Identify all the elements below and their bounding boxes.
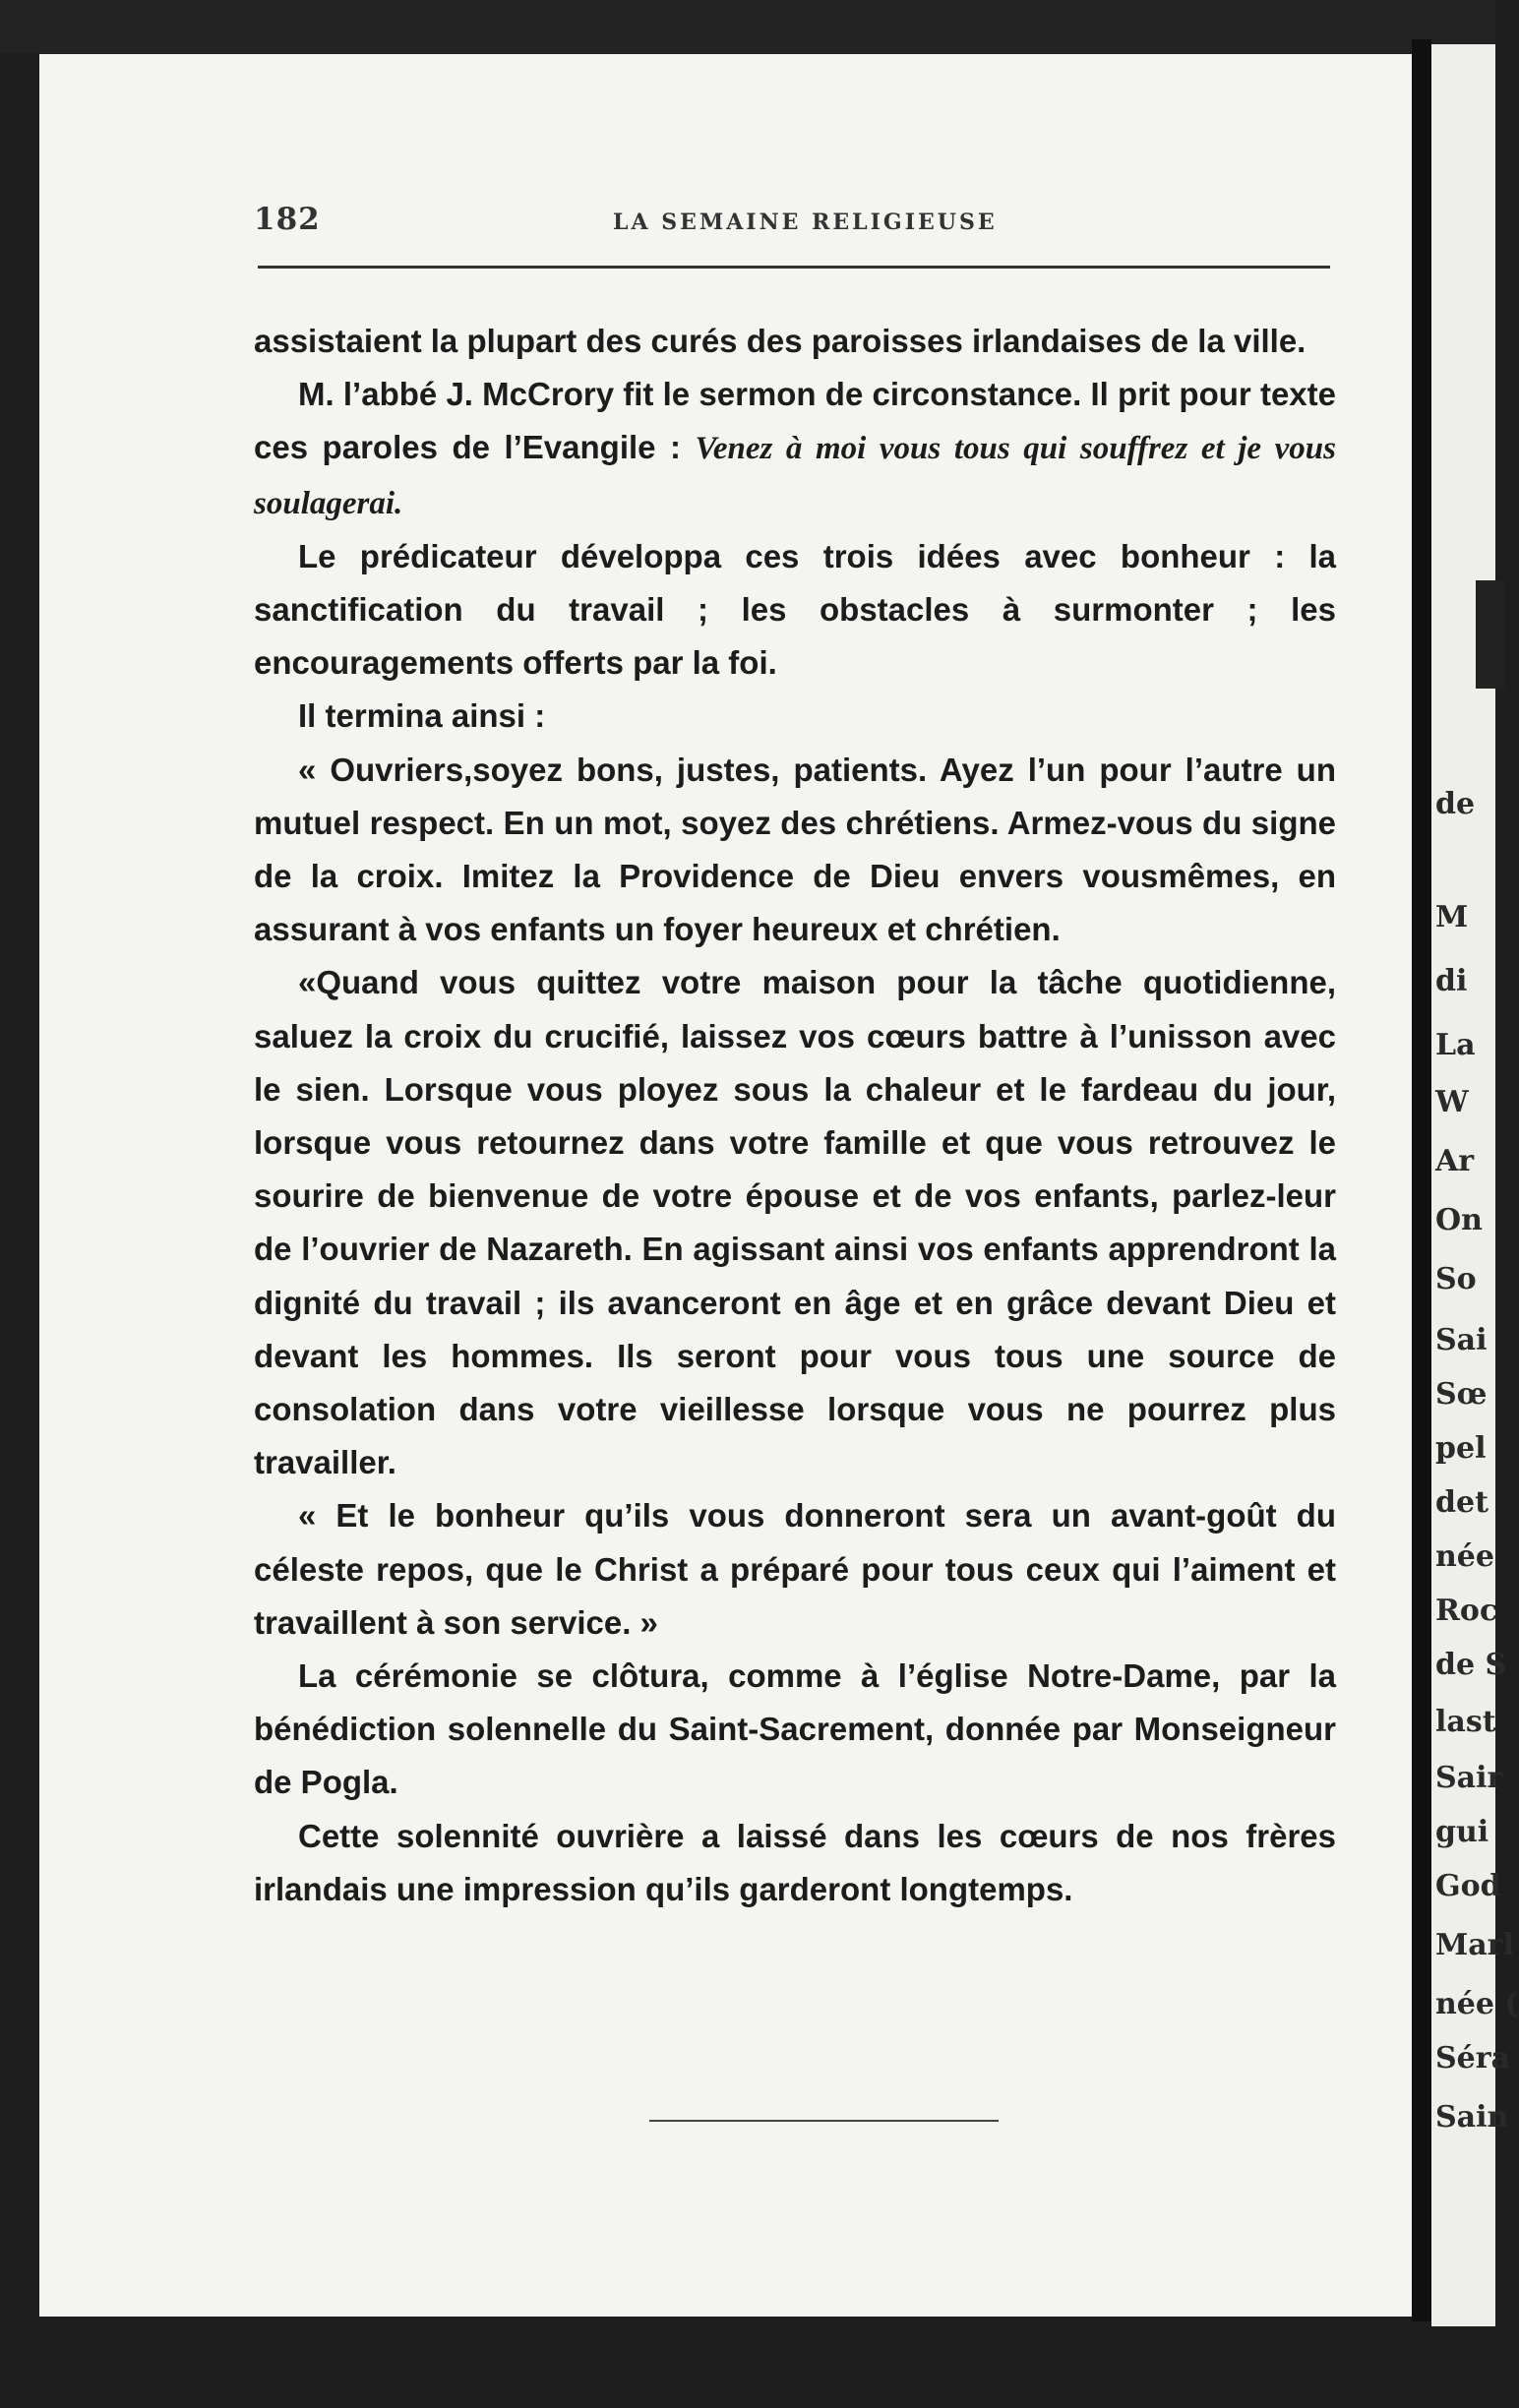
- paragraph-1: assistaient la plupart des curés des paroisses irlandaises de la ville.: [254, 323, 1306, 359]
- adjacent-page-fragment: Marl: [1435, 1928, 1514, 1962]
- adjacent-page-fragment: de S: [1435, 1648, 1507, 1682]
- adjacent-page-fragment: M: [1435, 900, 1469, 934]
- paragraph-2-text: M. l’abbé J. McCrory fit le sermon de circonstance. Il prit pour texte ces paroles de l’Evangile :: [254, 376, 1336, 466]
- adjacent-page-fragment: Sai: [1435, 1323, 1488, 1357]
- adjacent-page-fragment: gui: [1435, 1815, 1489, 1849]
- adjacent-page-fragment: So: [1435, 1262, 1477, 1296]
- paragraph-9: Cette solennité ouvrière a laissé dans les cœurs de nos frères irlandais une impression qu’ils garderont longtemps.: [254, 1817, 1336, 1907]
- adjacent-page-fragment: née (: [1435, 1987, 1519, 2021]
- page-number: 182: [254, 202, 321, 237]
- adjacent-page: [1431, 44, 1519, 2326]
- book-gutter: [1412, 39, 1431, 2321]
- closing-rule: [649, 2120, 999, 2122]
- adjacent-page-fragment: last: [1435, 1705, 1496, 1739]
- adjacent-page-fragment: Ar: [1435, 1144, 1475, 1178]
- paragraph-4: Il termina ainsi :: [298, 697, 546, 735]
- adjacent-page-ornament: [1476, 580, 1505, 689]
- gospel-quote: Venez à moi vous tous qui souffrez et je vous soulagerai.: [254, 431, 1336, 521]
- adjacent-page-fragment: Roc: [1435, 1594, 1498, 1628]
- header-rule: [258, 266, 1330, 269]
- adjacent-page-fragment: de: [1435, 787, 1476, 821]
- scan-frame: [0, 0, 1495, 54]
- paragraph-3: Le prédicateur développa ces trois idées avec bonheur : la sanctification du travail ; les obstacles à surmonter ; les encouragements offerts par la foi.: [254, 537, 1336, 682]
- paragraph-7: « Et le bonheur qu’ils vous donneront sera un avant-goût du céleste repos, que le Christ a préparé pour tous ceux qui l’aiment et travaillent à son service. »: [254, 1497, 1336, 1641]
- paragraph-6: «Quand vous quittez votre maison pour la tâche quotidienne, saluez la croix du crucifié, laissez vos cœurs battre à l’unisson avec le sien. Lorsque vous ployez sous la chaleur et le fardeau du jour, lorsque vous retournez dans votre famille et que vous retrouvez le sourire de bienvenue de votre épouse et de vos enfants, parlez-leur de l’ouvrier de Nazareth. En agissant ainsi vos enfants apprendront la dignité du travail ; ils avanceront en âge et en grâce devant Dieu et devant les hommes. Ils seront pour vous tous une source de consolation dans votre vieillesse lorsque vous ne pourrez plus travailler.: [254, 964, 1336, 1481]
- adjacent-page-fragment: God: [1435, 1869, 1501, 1903]
- adjacent-page-fragment: W: [1435, 1085, 1469, 1119]
- page-header: [254, 202, 1331, 241]
- adjacent-page-fragment: La: [1435, 1028, 1476, 1062]
- paragraph-2: [254, 368, 1336, 530]
- adjacent-page-fragment: Sair: [1435, 1761, 1503, 1795]
- adjacent-page-fragment: pel: [1435, 1431, 1487, 1466]
- running-title: LA SEMAINE RELIGIEUSE: [613, 210, 998, 235]
- adjacent-page-fragment: née: [1435, 1539, 1494, 1574]
- paragraph-8: La cérémonie se clôtura, comme à l’église Notre-Dame, par la bénédiction solennelle du Saint-Sacrement, donnée par Monseigneur de Pogla.: [254, 1657, 1336, 1801]
- paragraph-5: « Ouvriers,soyez bons, justes, patients. Ayez l’un pour l’autre un mutuel respect. En un mot, soyez des chrétiens. Armez-vous du signe de la croix. Imitez la Providence de Dieu envers vousmêmes, en assurant à vos enfants un foyer heureux et chrétien.: [254, 751, 1336, 948]
- adjacent-page-fragment: Sain: [1435, 2100, 1509, 2135]
- adjacent-page-fragment: Sœ: [1435, 1377, 1488, 1412]
- adjacent-page-fragment: Séra: [1435, 2041, 1510, 2076]
- article-body: [254, 315, 1336, 1916]
- adjacent-page-fragment: det: [1435, 1485, 1489, 1520]
- adjacent-page-fragment: On: [1435, 1203, 1483, 1237]
- adjacent-page-fragment: di: [1435, 964, 1468, 998]
